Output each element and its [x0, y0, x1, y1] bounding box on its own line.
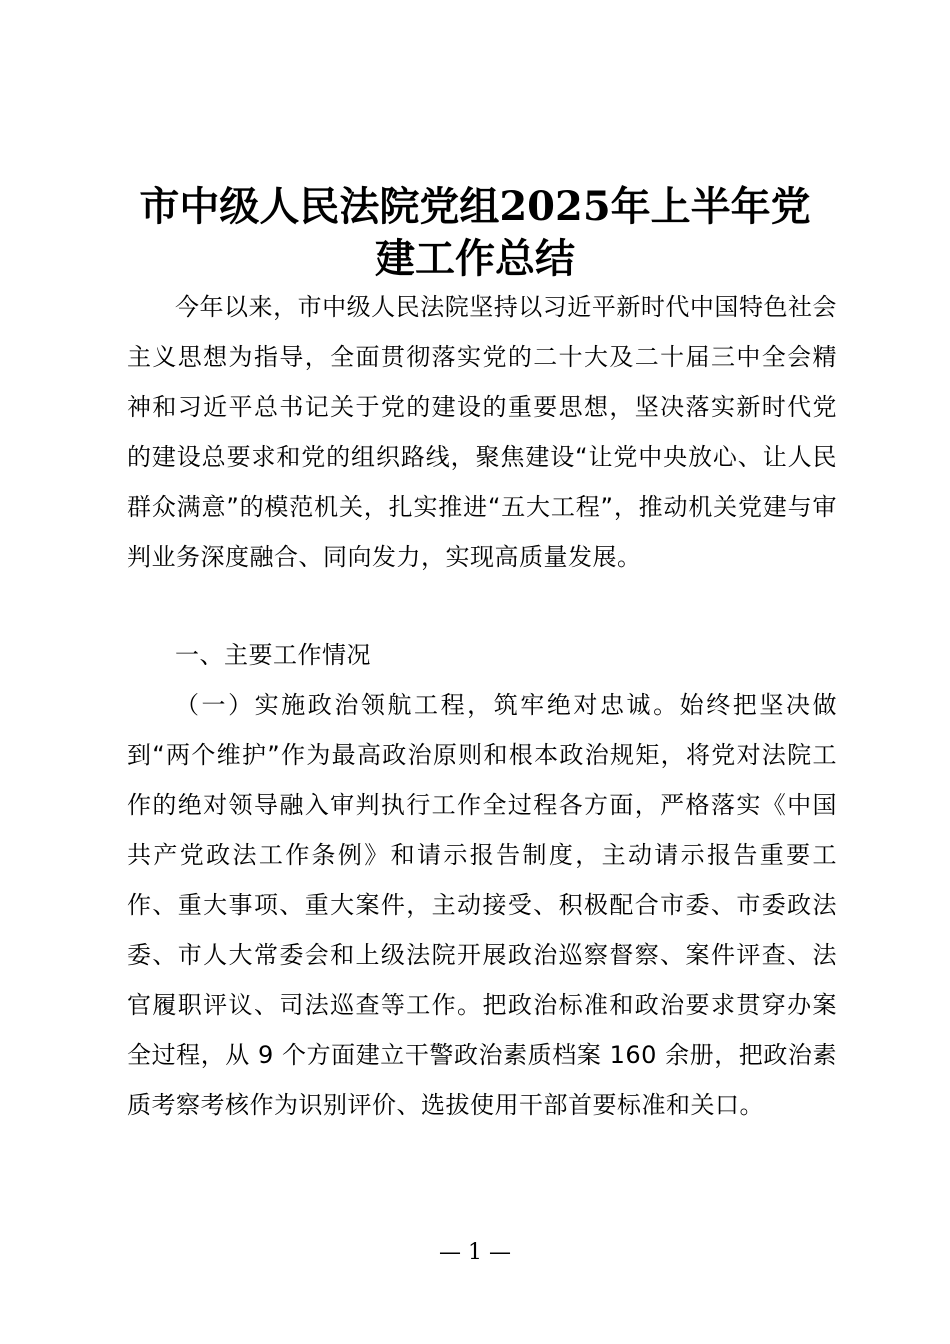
section-paragraph: （一）实施政治领航工程，筑牢绝对忠诚。始终把坚决做到“两个维护”作为最高政治原则和根本政治规矩，将党对法院工作的绝对领导融入审判执行工作全过程各方面，严格落实《中国共产党政法工作条例》和请示报告制度，主动请示报告重要工作、重大事项、重大案件，主动接受、积极配合市委、市委政法委、市人大常委会和上级法院开展政治巡察督察、案件评查、法官履职评议、司法巡查等工作。把政治标准和政治要求贯穿办案全过程，从 9 个方面建立干警政治素质档案 160 余册，把政治素质考察考核作为识别评价、选拔使用干部首要标准和关口。 — [127, 691, 837, 1119]
section-heading: 一、主要工作情况 — [175, 641, 371, 669]
intro-paragraph: 今年以来，市中级人民法院坚持以习近平新时代中国特色社会主义思想为指导，全面贯彻落实党的二十大及二十届三中全会精神和习近平总书记关于党的建设的重要思想，坚决落实新时代党的建设总要求和党的组织路线，聚焦建设“让党中央放心、让人民群众满意”的模范机关，扎实推进“五大工程”，推动机关党建与审判业务深度融合、同向发力，实现高质量发展。 — [127, 293, 837, 571]
document-title-line2: 建工作总结 — [375, 235, 575, 282]
page-number: — 1 — — [439, 1240, 511, 1265]
document-title-line1: 市中级人民法院党组2025年上半年党 — [139, 183, 811, 230]
